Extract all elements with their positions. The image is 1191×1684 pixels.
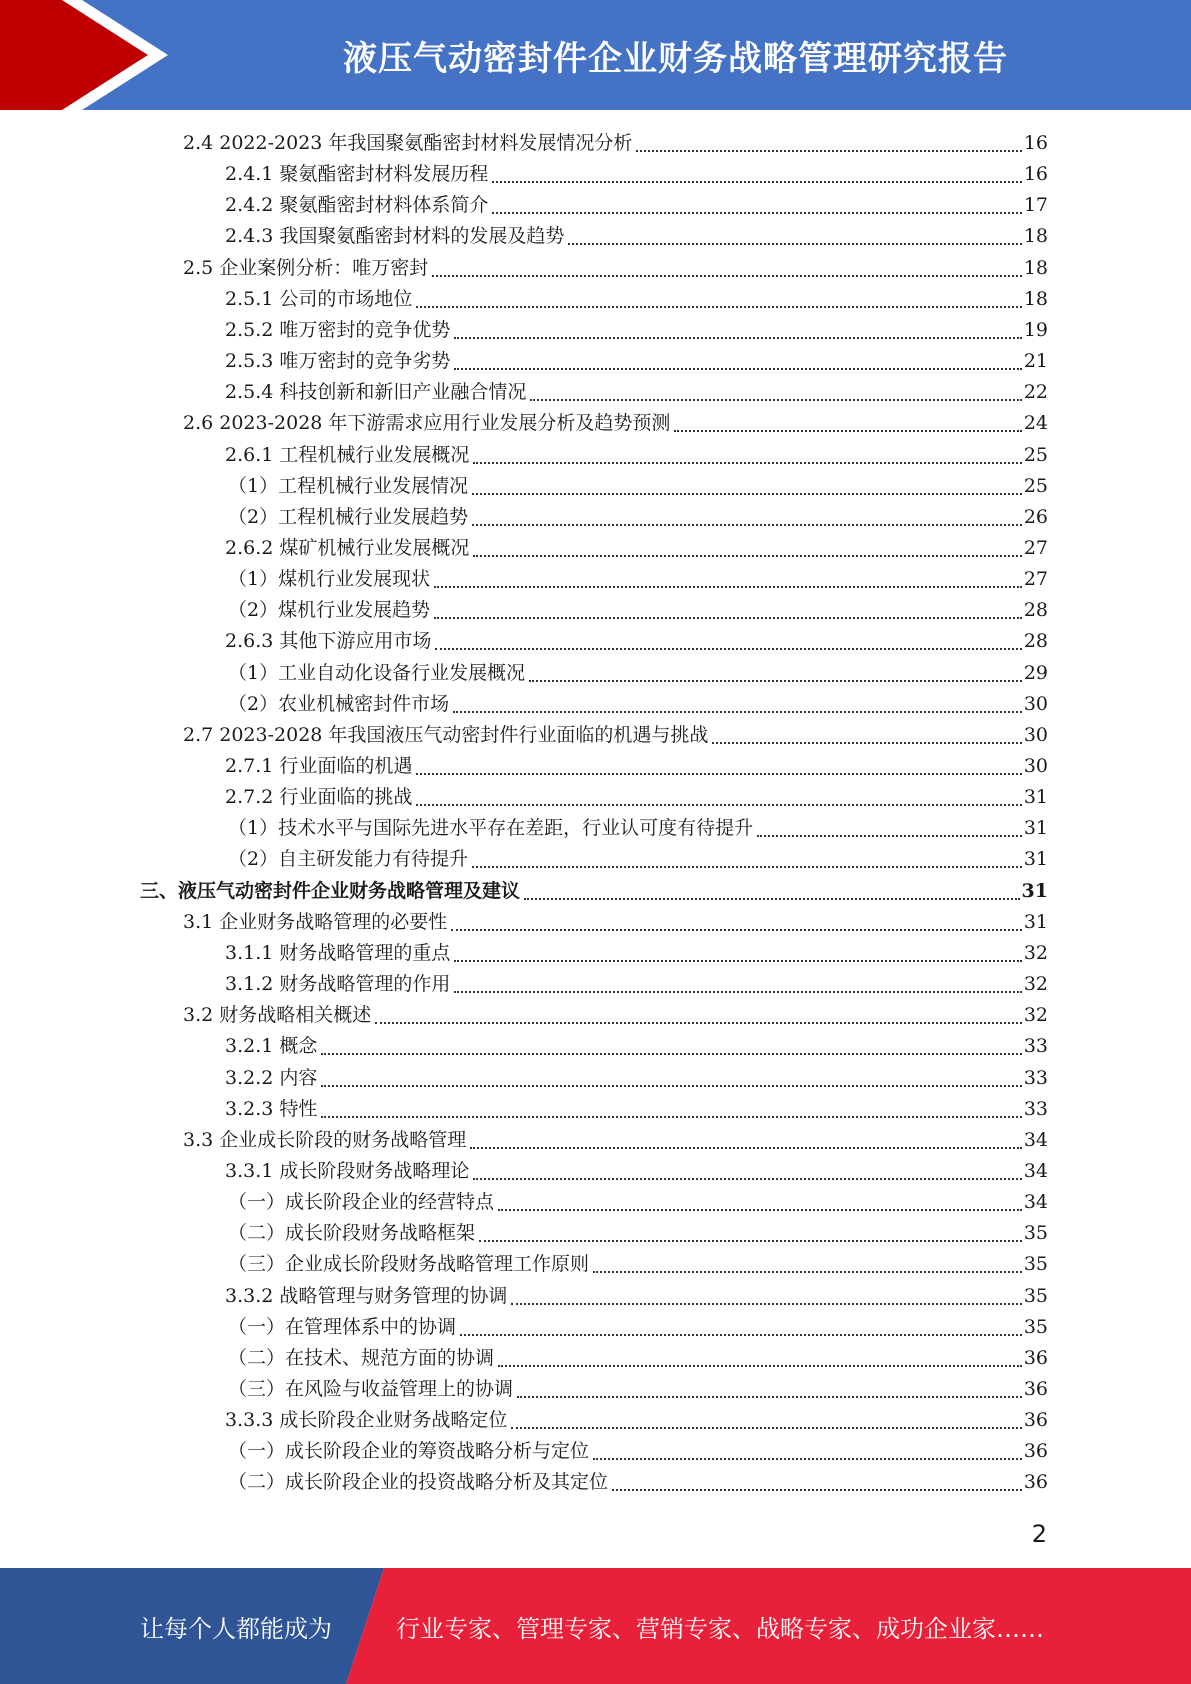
toc-entry-label: 3.2.3 特性: [225, 1097, 318, 1120]
toc-leader-dots: [434, 586, 1022, 588]
toc-entry-label: 3.3.1 成长阶段财务战略理论: [225, 1159, 470, 1182]
toc-row[interactable]: [225, 782, 1048, 813]
toc-leader-dots: [530, 399, 1021, 401]
toc-entry-label: （三）在风险与收益管理上的协调: [228, 1378, 514, 1400]
toc-entry-label: 2.4.3 我国聚氨酯密封材料的发展及趋势: [225, 225, 565, 248]
toc-row[interactable]: [228, 844, 1048, 875]
toc-entry-page: 21: [1023, 350, 1048, 373]
toc-leader-dots: [416, 773, 1021, 775]
toc-leader-dots: [757, 835, 1022, 837]
toc-leader-dots: [321, 1053, 1021, 1055]
toc-entry-label: （2）自主研发能力有待提升: [228, 848, 469, 871]
toc-leader-dots: [454, 991, 1021, 993]
toc-entry-label: 2.6.1 工程机械行业发展概况: [225, 443, 470, 466]
toc-entry-page: 30: [1023, 755, 1048, 777]
toc-entry-page: 16: [1023, 163, 1048, 186]
toc-leader-dots: [451, 929, 1022, 931]
toc-leader-dots: [568, 243, 1021, 245]
toc-entry-label: （1）工业自动化设备行业发展概况: [228, 661, 526, 684]
toc-entry-page: 35: [1023, 1284, 1048, 1307]
toc-entry-label: 2.7.1 行业面临的机遇: [225, 755, 413, 777]
toc-row[interactable]: [183, 128, 1048, 159]
toc-leader-dots: [524, 898, 1020, 900]
toc-leader-dots: [472, 493, 1022, 495]
toc-entry-label: （一）成长阶段企业的经营特点: [228, 1191, 495, 1214]
toc-row[interactable]: [225, 969, 1048, 1000]
toc-entry-page: 17: [1023, 194, 1048, 217]
toc-entry-label: 2.4 2022-2023 年我国聚氨酯密封材料发展情况分析: [183, 132, 633, 154]
toc-row[interactable]: [228, 502, 1048, 533]
toc-leader-dots: [460, 1334, 1022, 1336]
toc-entry-label: 2.5 企业案例分析：唯万密封: [183, 256, 429, 279]
toc-leader-dots: [511, 1303, 1021, 1305]
footer-slogan-left: 让每个人都能成为: [140, 1614, 332, 1643]
header-band: [0, 0, 1191, 110]
toc-entry-page: 36: [1023, 1471, 1048, 1494]
toc-row[interactable]: [228, 595, 1048, 626]
toc-row[interactable]: [225, 440, 1048, 471]
toc-entry-page: 33: [1023, 1066, 1048, 1089]
toc-row[interactable]: [225, 284, 1048, 315]
toc-entry-page: 31: [1023, 910, 1048, 933]
toc-leader-dots: [511, 1427, 1021, 1429]
toc-leader-dots: [454, 337, 1021, 339]
toc-entry-page: 26: [1023, 505, 1048, 528]
toc-row[interactable]: [228, 1343, 1048, 1374]
toc-entry-page: 34: [1023, 1191, 1048, 1214]
toc-entry-page: 29: [1023, 661, 1048, 684]
toc-entry-label: （2）农业机械密封件市场: [228, 692, 450, 715]
toc-entry-label: 2.5.2 唯万密封的竞争优势: [225, 318, 451, 341]
toc-leader-dots: [473, 1178, 1021, 1180]
toc-entry-page: 18: [1023, 287, 1048, 310]
toc-leader-dots: [454, 368, 1021, 370]
toc-entry-label: 2.6 2023-2028 年下游需求应用行业发展分析及趋势预测: [183, 412, 671, 435]
toc-entry-label: （二）成长阶段企业的投资战略分析及其定位: [228, 1471, 609, 1494]
toc-leader-dots: [472, 524, 1022, 526]
toc-entry-page: 31: [1023, 848, 1048, 871]
toc-entry-label: 2.7.2 行业面临的挑战: [225, 786, 413, 809]
toc-entry-page: 30: [1023, 723, 1048, 746]
toc-row[interactable]: [225, 938, 1048, 969]
toc-entry-label: （一）在管理体系中的协调: [228, 1315, 457, 1338]
toc-row[interactable]: [225, 346, 1048, 377]
toc-leader-dots: [517, 1396, 1022, 1398]
toc-leader-dots: [498, 1209, 1022, 1211]
toc-leader-dots: [479, 1240, 1022, 1242]
toc-leader-dots: [454, 960, 1021, 962]
toc-entry-page: 33: [1023, 1097, 1048, 1120]
page-number: 2: [1031, 1520, 1047, 1548]
toc-entry-page: 32: [1023, 973, 1048, 996]
toc-row[interactable]: [225, 1063, 1048, 1094]
toc-leader-dots: [416, 804, 1021, 806]
toc-entry-page: 36: [1023, 1378, 1048, 1400]
toc-row[interactable]: [228, 1218, 1048, 1249]
toc-entry-page: 32: [1023, 941, 1048, 964]
toc-entry-page: 16: [1023, 132, 1048, 154]
toc-row[interactable]: [183, 253, 1048, 284]
toc-row[interactable]: [225, 315, 1048, 346]
toc-entry-label: （2）煤机行业发展趋势: [228, 599, 431, 622]
toc-entry-page: 31: [1023, 786, 1048, 809]
toc-row[interactable]: [183, 408, 1048, 439]
toc-entry-page: 36: [1023, 1346, 1048, 1369]
toc-entry-label: 3.1 企业财务战略管理的必要性: [183, 910, 448, 933]
toc-leader-dots: [375, 1022, 1022, 1024]
toc-entry-page: 35: [1023, 1222, 1048, 1245]
toc-leader-dots: [473, 555, 1021, 557]
toc-entry-label: 3.2.2 内容: [225, 1066, 318, 1089]
toc-row[interactable]: [225, 751, 1048, 782]
toc-row[interactable]: [225, 533, 1048, 564]
toc-row[interactable]: [228, 471, 1048, 502]
toc-row[interactable]: [228, 658, 1048, 689]
toc-row[interactable]: [183, 720, 1048, 751]
toc-leader-dots: [432, 275, 1022, 277]
toc-entry-label: （二）成长阶段财务战略框架: [228, 1222, 476, 1245]
toc-leader-dots: [492, 181, 1021, 183]
toc-chapter-row[interactable]: [140, 876, 1048, 907]
toc-entry-page: 27: [1023, 536, 1048, 559]
toc-row[interactable]: [225, 626, 1048, 657]
toc-leader-dots: [529, 680, 1022, 682]
toc-row[interactable]: [228, 1187, 1048, 1218]
toc-leader-dots: [712, 742, 1021, 744]
toc-leader-dots: [470, 1147, 1022, 1149]
toc-leader-dots: [612, 1489, 1022, 1491]
toc-entry-label: （2）工程机械行业发展趋势: [228, 505, 469, 528]
toc-entry-page: 27: [1023, 568, 1048, 591]
toc-entry-page: 33: [1023, 1035, 1048, 1058]
toc-entry-label: 3.2 财务战略相关概述: [183, 1004, 372, 1027]
toc-entry-page: 34: [1023, 1159, 1048, 1182]
toc-entry-label: 2.5.3 唯万密封的竞争劣势: [225, 350, 451, 373]
toc-row[interactable]: [225, 190, 1048, 221]
toc-row[interactable]: [228, 564, 1048, 595]
toc-row[interactable]: [183, 1000, 1048, 1031]
toc-row[interactable]: [225, 159, 1048, 190]
toc-entry-label: （一）成长阶段企业的筹资战略分析与定位: [228, 1440, 590, 1463]
toc-entry-page: 19: [1023, 318, 1048, 341]
toc-entry-label: （1）工程机械行业发展情况: [228, 474, 469, 497]
toc-row[interactable]: [225, 1405, 1048, 1436]
toc-leader-dots: [434, 617, 1022, 619]
toc-entry-page: 28: [1023, 599, 1048, 622]
toc-entry-label: 3.2.1 概念: [225, 1035, 318, 1058]
toc-entry-page: 32: [1023, 1004, 1048, 1027]
toc-leader-dots: [472, 866, 1022, 868]
toc-row[interactable]: [225, 221, 1048, 252]
toc-leader-dots: [674, 430, 1021, 432]
toc-entry-label: 2.5.4 科技创新和新旧产业融合情况: [225, 381, 527, 404]
toc-row[interactable]: [228, 689, 1048, 720]
toc-entry-page: 25: [1023, 443, 1048, 466]
toc-entry-page: 18: [1023, 256, 1048, 279]
toc-entry-label: （二）在技术、规范方面的协调: [228, 1346, 495, 1369]
toc-entry-label: 3.1.1 财务战略管理的重点: [225, 941, 451, 964]
toc-entry-label: （1）技术水平与国际先进水平存在差距，行业认可度有待提升: [228, 817, 754, 840]
toc-row[interactable]: [228, 1249, 1048, 1280]
toc-row[interactable]: [225, 1094, 1048, 1125]
toc-row[interactable]: [228, 1312, 1048, 1343]
toc-entry-page: 35: [1023, 1253, 1048, 1276]
toc-leader-dots: [453, 711, 1022, 713]
toc-leader-dots: [416, 306, 1021, 308]
toc-entry-label: 2.4.1 聚氨酯密封材料发展历程: [225, 163, 489, 186]
toc-entry-page: 22: [1023, 381, 1048, 404]
toc-row[interactable]: [228, 813, 1048, 844]
toc-leader-dots: [321, 1085, 1021, 1087]
page-title: 液压气动密封件企业财务战略管理研究报告: [343, 38, 1008, 79]
toc-leader-dots: [473, 462, 1021, 464]
toc-row[interactable]: [225, 377, 1048, 408]
toc-entry-label: 2.5.1 公司的市场地位: [225, 287, 413, 310]
toc-row[interactable]: [225, 1156, 1048, 1187]
toc-entry-label: 2.6.2 煤矿机械行业发展概况: [225, 536, 470, 559]
toc-leader-dots: [321, 1116, 1021, 1118]
toc-entry-label: 3.3.3 成长阶段企业财务战略定位: [225, 1409, 508, 1432]
toc-leader-dots: [593, 1271, 1022, 1273]
toc-entry-label: 2.7 2023-2028 年我国液压气动密封件行业面临的机遇与挑战: [183, 723, 709, 746]
toc-entry-page: 36: [1023, 1409, 1048, 1432]
toc-row[interactable]: [228, 1467, 1048, 1498]
toc-entry-page: 24: [1023, 412, 1048, 435]
toc-leader-dots: [435, 648, 1021, 650]
toc-entry-page: 31: [1023, 817, 1048, 840]
toc-row[interactable]: [228, 1436, 1048, 1467]
toc-row[interactable]: [183, 1125, 1048, 1156]
toc-entry-label: 2.6.3 其他下游应用市场: [225, 630, 432, 653]
toc-entry-page: 25: [1023, 474, 1048, 497]
toc-entry-label: 3.3 企业成长阶段的财务战略管理: [183, 1128, 467, 1151]
toc-entry-label: 三、液压气动密封件企业财务战略管理及建议: [140, 879, 521, 902]
toc-entry-page: 18: [1023, 225, 1048, 248]
toc-entry-page: 31: [1021, 879, 1048, 902]
toc-row[interactable]: [228, 1374, 1048, 1405]
toc-entry-label: （1）煤机行业发展现状: [228, 568, 431, 591]
toc-entry-page: 30: [1023, 692, 1048, 715]
footer-band: [0, 1568, 1191, 1684]
toc-leader-dots: [593, 1458, 1022, 1460]
toc-entry-page: 28: [1023, 630, 1048, 653]
footer-slogan-right: 行业专家、管理专家、营销专家、战略专家、成功企业家……: [396, 1614, 1044, 1643]
toc-entry-page: 36: [1023, 1440, 1048, 1463]
toc-leader-dots: [636, 150, 1021, 152]
toc-row[interactable]: [225, 1031, 1048, 1062]
toc-entry-page: 34: [1023, 1128, 1048, 1151]
toc-entry-label: 2.4.2 聚氨酯密封材料体系简介: [225, 194, 489, 217]
toc-row[interactable]: [225, 1281, 1048, 1312]
toc-entry-page: 35: [1023, 1315, 1048, 1338]
toc-leader-dots: [498, 1365, 1022, 1367]
toc-entry-label: 3.3.2 战略管理与财务管理的协调: [225, 1284, 508, 1307]
toc-row[interactable]: [183, 907, 1048, 938]
toc-leader-dots: [492, 212, 1021, 214]
toc-entry-label: （三）企业成长阶段财务战略管理工作原则: [228, 1253, 590, 1276]
toc-entry-label: 3.1.2 财务战略管理的作用: [225, 973, 451, 996]
